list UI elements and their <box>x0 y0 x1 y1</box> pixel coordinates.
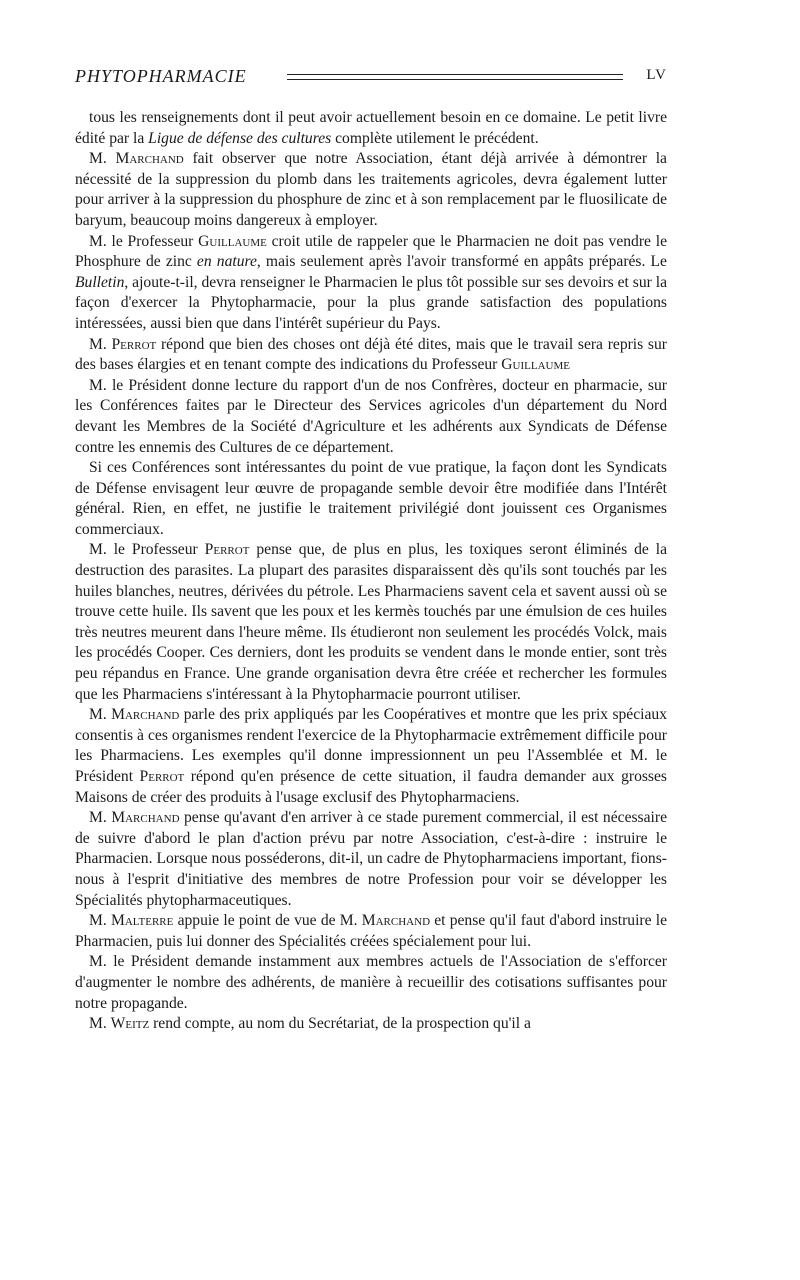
text-run: Guillaume <box>198 232 267 250</box>
text-run: pense qu'avant d'en arriver à ce stade purement commercial, il est nécessaire de suivre d'abord le plan d'action prévu par notre Association, c'est-à-dire : instruire le Pharmacien. Lorsque nous posséderons, dit-il, un cadre de Phytopharmaciens important, fions-nous à l'esprit d'initiative des membres de notre Profession pour voir se développer les Spécialités phytopharmaceutiques. <box>75 809 667 909</box>
text-run: Si ces Conférences sont intéressantes du point de vue pratique, la façon dont les Syndicats de Défense envisagent leur œuvre de propagande semble devoir être modifiée dans l'Intérêt général. Rien, en effet, ne justifie le traitement privilégié dont jouissent ces Organismes commerciaux. <box>75 459 667 538</box>
text-run: parle des prix appliqués par les Coopératives et montre que les prix spéciaux consentis à ces organismes rendent l'exercice de la Phytopharmacie extrêmement difficile pour les Pharmaciens. Les exemples qu'il donne impressionnent un peu l'Assemblée et M. le Président <box>75 706 667 785</box>
text-run: M. <box>89 912 111 930</box>
text-run: répond que bien des choses ont déjà été dites, mais que le travail sera repris sur des bases élargies et en tenant compte des indications du Professeur <box>75 335 667 374</box>
text-run: Marchand <box>115 150 184 168</box>
text-run: M. le Président donne lecture du rapport d'un de nos Confrères, docteur en pharmacie, sur les Conférences faites par le Directeur des Services agricoles d'un département du Nord devant les Membres de la Société d'Agriculture et les adhérents aux Syndicats de Défense contre les ennemis des Cultures de ce département. <box>75 376 667 456</box>
paragraph <box>75 335 667 376</box>
text-run: Perrot <box>139 768 185 785</box>
paragraph <box>75 705 667 808</box>
paragraph <box>75 458 667 540</box>
paragraph <box>75 149 667 231</box>
body-text <box>75 108 667 1035</box>
text-run: , ajoute-t-il, devra renseigner le Pharmacien le plus tôt possible sur ses devoirs et sur la façon d'exercer la Phytopharmacie, pour la plus grande satisfaction des populations intéressées, aussi bien que dans l'intérêt supérieur du Pays. <box>75 273 667 332</box>
paragraph <box>75 952 667 1014</box>
text-run: M. <box>89 1015 111 1033</box>
text-run: complète utilement le précédent. <box>331 129 539 147</box>
text-run: , mais seulement après l'avoir transformé en appâts préparés. Le <box>256 253 667 271</box>
text-run: appuie le point de vue de M. <box>173 912 362 930</box>
text-run: et pense qu'il faut d'abord instruire le Pharmacien, puis lui donner des Spécialités créées spécialement pour lui. <box>75 912 667 950</box>
text-run: Weitz <box>110 1015 150 1033</box>
text-run: Ligue de défense des cultures <box>148 129 332 147</box>
text-run: Perrot <box>111 335 157 353</box>
page-number: LV <box>646 67 667 83</box>
text-run: Perrot <box>204 541 250 559</box>
header-rule <box>287 79 623 80</box>
paragraph <box>75 808 667 911</box>
text-run: M. <box>89 809 112 827</box>
text-run: M. le Professeur <box>89 541 205 559</box>
running-title: PHYTOPHARMACIE <box>75 66 247 86</box>
text-run: Marchand <box>361 912 431 930</box>
paragraph <box>75 911 667 952</box>
text-run: M. le Professeur <box>89 232 199 250</box>
paragraph <box>75 540 667 705</box>
text-run: rend compte, au nom du Secrétariat, de la prospection qu'il a <box>149 1015 531 1033</box>
text-run: M. <box>89 706 112 724</box>
text-run: tous les renseignements dont il peut avoir actuellement besoin en ce domaine. Le petit livre édité par la <box>75 109 667 147</box>
text-run: M. <box>89 335 112 353</box>
text-run: croit utile de rappeler que le Pharmacien ne doit pas vendre le Phosphure de zinc <box>75 232 667 271</box>
paragraph <box>75 232 667 335</box>
text-run: pense que, de plus en plus, les toxiques seront éliminés de la destruction des parasites. La plupart des parasites disparaissent dès qu'ils sont touchés par les huiles blanches, neutres, dérivées du pétrole. Les Pharmaciens savent cela et savent aussi où se trouve cette huile. Ils savent que les poux et les kermès touchés par une émulsion de ces huiles très neutres meurent dans l'heure même. Ils étudieront non seulement les procédés Volck, mais les procédés Cooper. Ces derniers, dont les produits se vendent dans le monde entier, sont très peu répandus en France. Une grande organisation devra être créée et rechercher les formules que les Pharmaciens s'intéressant à la Phytopharmacie pourront utiliser. <box>75 541 667 703</box>
text-run: Malterre <box>111 912 174 930</box>
paragraph <box>75 1014 667 1035</box>
text-run: Bulletin <box>75 273 125 291</box>
text-run: Marchand <box>111 706 180 724</box>
text-run: M. <box>89 150 116 168</box>
paragraph <box>75 376 667 458</box>
text-run: en nature <box>196 253 257 271</box>
paragraph <box>75 108 667 149</box>
text-run: Marchand <box>111 809 180 827</box>
text-run: M. le Président demande instamment aux membres actuels de l'Association de s'efforcer d'augmenter le nombre des adhérents, de manière à recueillir des cotisations suffisantes pour notre propagande. <box>75 953 667 1012</box>
text-run: répond qu'en présence de cette situation, il faudra demander aux grosses Maisons de créer des produits à l'usage exclusif des Phytopharmaciens. <box>75 768 667 806</box>
text-run: fait observer que notre Association, étant déjà arrivée à démontrer la nécessité de la suppression du plomb dans les traitements agricoles, devra également lutter pour arriver à la suppression du phosphure de zinc et à son remplacement par le fluosilicate de baryum, beaucoup moins dangereux à employer. <box>75 150 667 229</box>
header-rule <box>287 74 623 75</box>
running-header <box>75 66 667 90</box>
text-run: Guillaume <box>501 356 570 374</box>
